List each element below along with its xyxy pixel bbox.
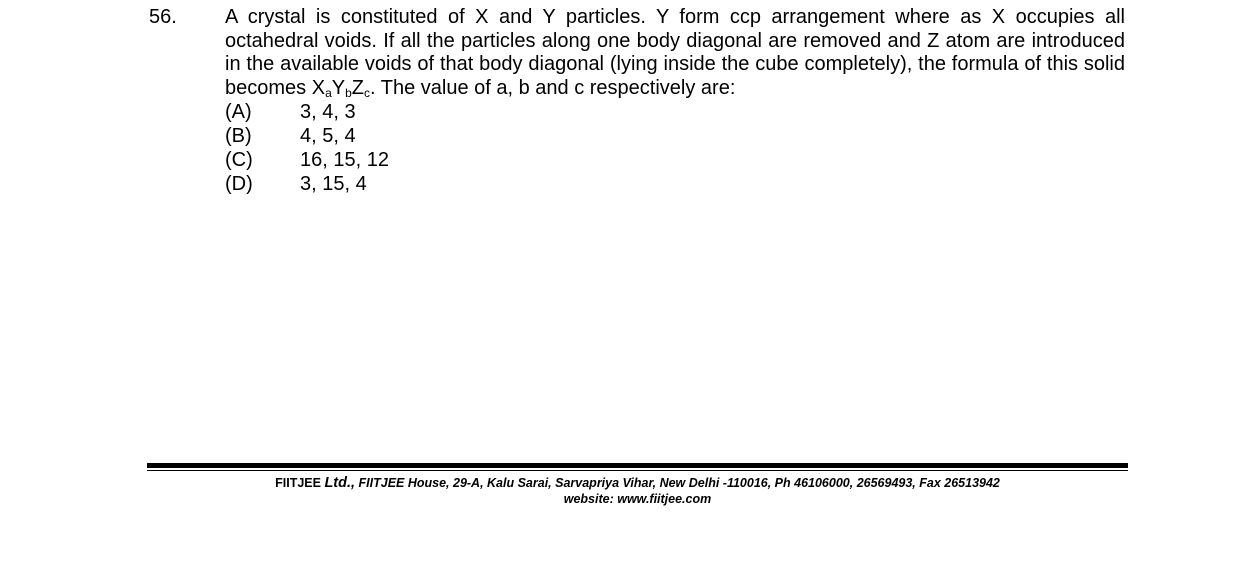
option-d	[225, 173, 1125, 197]
footer-ltd: Ltd.,	[324, 475, 356, 491]
subscript-b: b	[345, 85, 352, 100]
footer-address: FIITJEE House, 29-A, Kalu Sarai, Sarvapriya Vihar, New Delhi -110016, Ph 46106000, 26569493, Fax 26513942	[358, 476, 1000, 490]
question-text-part1: A crystal is constituted of X and Y particles. Y form ccp arrangement where as X occupies all octahedral voids. If all the particles along one body diagonal are removed and Z atom are introduced in the available voids of that body diagonal (lying inside the cube completely), the formula of this solid becomes X	[225, 6, 1125, 99]
option-value: 3, 4, 3	[300, 101, 356, 123]
option-label: (A)	[225, 101, 252, 123]
option-label: (B)	[225, 125, 252, 147]
option-value: 3, 15, 4	[300, 173, 367, 195]
option-value: 4, 5, 4	[300, 125, 356, 147]
question-number: 56.	[149, 6, 177, 28]
question-text-part2: . The value of a, b and c respectively are:	[370, 76, 736, 99]
option-label: (C)	[225, 149, 253, 171]
page-footer	[147, 475, 1128, 507]
question-body	[225, 6, 1125, 197]
options-list	[225, 101, 1125, 197]
formula-z: Z	[351, 76, 364, 99]
option-value: 16, 15, 12	[300, 149, 389, 171]
footer-website: website: www.fiitjee.com	[563, 492, 712, 506]
footer-address-line	[147, 475, 1128, 491]
footer-brand: FIITJEE	[275, 476, 321, 490]
formula-y: Y	[331, 76, 346, 99]
subscript-c: c	[364, 85, 370, 100]
question-text	[225, 6, 1125, 100]
footer-divider-thin	[147, 470, 1128, 471]
option-label: (D)	[225, 173, 253, 195]
subscript-a: a	[325, 85, 332, 100]
option-c	[225, 149, 1125, 173]
option-b	[225, 125, 1125, 149]
footer-divider-thick	[147, 463, 1128, 468]
option-a	[225, 101, 1125, 125]
